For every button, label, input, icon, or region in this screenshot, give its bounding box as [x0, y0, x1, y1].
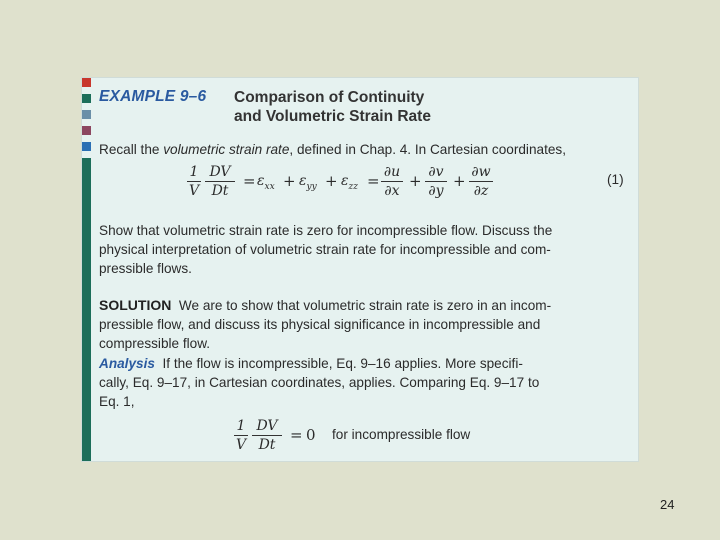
analysis-paragraph — [99, 354, 624, 411]
solution-label: SOLUTION — [99, 297, 172, 313]
analysis-line1: If the flow is incompressible, Eq. 9–16 applies. More specifi- — [162, 356, 523, 371]
eq1-eps-xx: $\varepsilon_{xx}$ — [257, 173, 275, 192]
example-title — [234, 88, 431, 126]
eq1-eps-yy: $\varepsilon_{yy}$ — [299, 173, 317, 192]
intro-paragraph — [99, 140, 624, 159]
example-title-line2: and Volumetric Strain Rate — [234, 108, 431, 125]
example-title-line1: Comparison of Continuity — [234, 89, 425, 106]
eq1-frac-dv-dy: $\frac{\partial v}{\partial y}$ — [425, 164, 447, 200]
intro-text-pre: Recall the — [99, 142, 164, 157]
marker-green-square — [82, 94, 91, 103]
analysis-line2: cally, Eq. 9–17, in Cartesian coordinates, applies. Comparing Eq. 9–17 to — [99, 375, 540, 390]
eq2-note: for incompressible flow — [332, 427, 471, 442]
problem-statement — [99, 221, 624, 278]
intro-term: volumetric strain rate — [163, 142, 290, 157]
eq1-plus-2: + — [325, 172, 338, 190]
example-label: EXAMPLE 9–6 — [99, 88, 207, 105]
problem-line1: Show that volumetric strain rate is zero for incompressible flow. Discuss the — [99, 223, 553, 238]
marker-red-square — [82, 78, 91, 87]
marker-steel-square — [82, 110, 91, 119]
eq1-frac-1-over-v: $\frac{1}{V}$ — [188, 164, 200, 199]
marker-maroon-square — [82, 126, 91, 135]
problem-line2: physical interpretation of volumetric strain rate for incompressible and com- — [99, 242, 551, 257]
eq1-frac-dv-dt: $\frac{DV}{Dt}$ — [205, 164, 235, 200]
side-stripe — [82, 158, 91, 461]
solution-line2: pressible flow, and discuss its physical significance in incompressible and — [99, 317, 541, 332]
eq2-frac-1-over-v: $\frac{1}{V}$ — [235, 418, 247, 453]
problem-line3: pressible flows. — [99, 261, 192, 276]
eq1-eps-zz: $\varepsilon_{zz}$ — [341, 173, 358, 192]
textbook-excerpt — [82, 78, 638, 461]
eq1-frac-dw-dz: $\frac{\partial w}{\partial z}$ — [469, 164, 493, 200]
analysis-label: Analysis — [99, 356, 155, 371]
eq1-plus-1: + — [283, 172, 296, 190]
page-number: 24 — [660, 497, 675, 512]
equation-number: (1) — [607, 172, 624, 187]
equation-2 — [234, 418, 634, 458]
eq2-equals: = — [290, 426, 303, 444]
solution-paragraph — [99, 296, 624, 353]
eq2-rhs: 0 — [306, 426, 316, 444]
eq2-frac-dv-dt: $\frac{DV}{Dt}$ — [252, 418, 282, 454]
intro-text-post: , defined in Chap. 4. In Cartesian coordinates, — [289, 142, 566, 157]
eq1-plus-3: + — [409, 172, 422, 190]
equation-1 — [187, 164, 624, 204]
eq1-plus-4: + — [453, 172, 466, 190]
eq1-frac-du-dx: $\frac{\partial u}{\partial x}$ — [381, 164, 403, 200]
solution-line1: We are to show that volumetric strain rate is zero in an incom- — [178, 298, 552, 313]
analysis-line3: Eq. 1, — [99, 394, 135, 409]
marker-blue-square — [82, 142, 91, 151]
eq1-equals: = — [243, 172, 256, 190]
eq1-equals-2: = — [367, 172, 380, 190]
solution-line3: compressible flow. — [99, 336, 211, 351]
